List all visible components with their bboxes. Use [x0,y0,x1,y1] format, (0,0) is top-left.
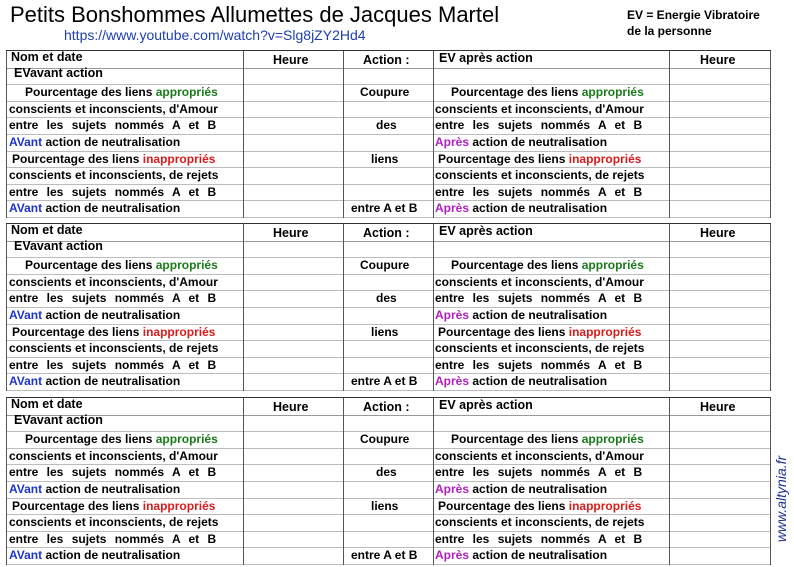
right-entre-sujets-1: entre les sujets nommés A et B [435,291,643,305]
column-divider [6,398,7,565]
right-conscients-amour: conscients et inconscients, d'Amour [435,275,644,289]
column-divider [343,224,344,391]
left-liens-appropries-part-1: Pourcentage des liens [25,85,153,99]
left-liens-inappropries-part-1: Pourcentage des liens [12,152,140,166]
left-liens-inappropries-part-2: inappropriés [142,152,216,166]
left-entre-sujets-1: entre les sujets nommés A et B [9,118,217,132]
action-label: Action : [363,53,410,67]
action-des: des [376,291,397,305]
right-conscients-rejets: conscients et inconscients, de rejets [435,341,645,355]
left-avant-neutralisation-2 [9,200,180,216]
right-liens-appropries-part-2: appropriés [581,432,644,446]
column-divider [343,398,344,565]
ev-avant-action-label: EVavant action [14,413,103,427]
ev-definition-line-2: de la personne [627,24,712,38]
column-divider [770,224,771,391]
right-liens-appropries-part-2: appropriés [581,258,644,272]
right-liens-inappropries [438,324,641,340]
action-coupure: Coupure [360,258,410,272]
left-avant-neutralisation-1-part-1: AVant [9,308,43,322]
right-entre-sujets-2: entre les sujets nommés A et B [435,358,643,372]
right-apres-neutralisation-2-part-2: action de neutralisation [472,201,608,215]
right-conscients-rejets: conscients et inconscients, de rejets [435,168,645,182]
ev-definition-note [627,7,760,39]
left-avant-neutralisation-2-part-2: action de neutralisation [45,374,181,388]
right-apres-neutralisation-1 [435,307,607,323]
watermark [765,440,794,558]
left-avant-neutralisation-2-part-1: AVant [9,201,43,215]
right-apres-neutralisation-2 [435,200,607,216]
column-divider [669,51,670,218]
right-entre-sujets-2: entre les sujets nommés A et B [435,532,643,546]
left-liens-inappropries-part-2: inappropriés [142,499,216,513]
column-divider [433,51,434,218]
left-entre-sujets-2: entre les sujets nommés A et B [9,532,217,546]
ev-avant-action-label: EVavant action [14,66,103,80]
left-avant-neutralisation-2 [9,373,180,389]
left-avant-neutralisation-1-part-2: action de neutralisation [45,482,181,496]
left-entre-sujets-1: entre les sujets nommés A et B [9,291,217,305]
left-avant-neutralisation-1-part-1: AVant [9,135,43,149]
action-entre-a-b: entre A et B [351,201,418,215]
action-liens: liens [371,152,399,166]
form-block-1 [6,50,771,218]
heure-label: Heure [273,53,309,67]
left-liens-inappropries [12,498,215,514]
form-block-3 [6,397,771,565]
column-divider [6,224,7,391]
ev-apres-action-label: EV après action [439,398,533,412]
right-liens-appropries-part-1: Pourcentage des liens [451,85,579,99]
right-apres-neutralisation-1 [435,481,607,497]
right-liens-appropries [451,84,644,100]
left-liens-appropries-part-2: appropriés [155,258,218,272]
right-apres-neutralisation-2-part-1: Après [435,201,470,215]
action-liens: liens [371,499,399,513]
action-des: des [376,465,397,479]
action-des: des [376,118,397,132]
right-liens-inappropries [438,151,641,167]
column-divider [433,224,434,391]
right-apres-neutralisation-1-part-2: action de neutralisation [472,482,608,496]
right-apres-neutralisation-2-part-1: Après [435,548,470,562]
right-apres-neutralisation-2 [435,373,607,389]
heure-label-right: Heure [700,400,736,414]
right-liens-appropries [451,257,644,273]
document-title: Petits Bonshommes Allumettes de Jacques Martel [10,2,500,27]
left-liens-inappropries-part-2: inappropriés [142,325,216,339]
right-apres-neutralisation-1-part-2: action de neutralisation [472,135,608,149]
right-liens-inappropries-part-1: Pourcentage des liens [438,499,566,513]
left-liens-appropries-part-2: appropriés [155,85,218,99]
form-row [6,415,771,433]
left-liens-appropries-part-1: Pourcentage des liens [25,432,153,446]
nom-date-label: Nom et date [11,50,83,64]
left-liens-appropries [25,257,218,273]
right-liens-inappropries-part-1: Pourcentage des liens [438,325,566,339]
right-liens-inappropries [438,498,641,514]
right-liens-appropries-part-1: Pourcentage des liens [451,258,579,272]
youtube-link[interactable]: https://www.youtube.com/watch?v=Slg8jZY2Hd4 [64,27,366,43]
right-entre-sujets-1: entre les sujets nommés A et B [435,118,643,132]
column-divider [243,51,244,218]
action-entre-a-b: entre A et B [351,548,418,562]
left-avant-neutralisation-2-part-2: action de neutralisation [45,201,181,215]
form-block-2 [6,223,771,391]
right-apres-neutralisation-1-part-1: Après [435,482,470,496]
left-liens-inappropries [12,324,215,340]
right-liens-appropries-part-2: appropriés [581,85,644,99]
column-divider [770,51,771,218]
right-apres-neutralisation-2-part-1: Après [435,374,470,388]
column-divider [669,224,670,391]
left-avant-neutralisation-2-part-2: action de neutralisation [45,548,181,562]
right-apres-neutralisation-1-part-2: action de neutralisation [472,308,608,322]
right-conscients-amour: conscients et inconscients, d'Amour [435,449,644,463]
left-avant-neutralisation-2-part-1: AVant [9,548,43,562]
action-coupure: Coupure [360,85,410,99]
left-conscients-rejets: conscients et inconscients, de rejets [9,168,219,182]
right-conscients-amour: conscients et inconscients, d'Amour [435,102,644,116]
right-liens-appropries-part-1: Pourcentage des liens [451,432,579,446]
heure-label-right: Heure [700,53,736,67]
action-label: Action : [363,226,410,240]
left-liens-appropries [25,431,218,447]
left-avant-neutralisation-1 [9,307,180,323]
left-avant-neutralisation-1-part-2: action de neutralisation [45,308,181,322]
right-liens-appropries [451,431,644,447]
left-conscients-amour: conscients et inconscients, d'Amour [9,275,218,289]
right-liens-inappropries-part-1: Pourcentage des liens [438,152,566,166]
watermark-text: www.altynia.fr [773,455,790,543]
left-liens-appropries-part-2: appropriés [155,432,218,446]
right-apres-neutralisation-2-part-2: action de neutralisation [472,548,608,562]
left-avant-neutralisation-2 [9,547,180,563]
left-conscients-amour: conscients et inconscients, d'Amour [9,102,218,116]
right-liens-inappropries-part-2: inappropriés [568,325,642,339]
left-avant-neutralisation-1 [9,481,180,497]
action-entre-a-b: entre A et B [351,374,418,388]
left-conscients-rejets: conscients et inconscients, de rejets [9,515,219,529]
right-conscients-rejets: conscients et inconscients, de rejets [435,515,645,529]
form-row [6,241,771,259]
form-row [6,68,771,86]
right-entre-sujets-2: entre les sujets nommés A et B [435,185,643,199]
column-divider [243,398,244,565]
heure-label: Heure [273,400,309,414]
left-avant-neutralisation-1 [9,134,180,150]
ev-apres-action-label: EV après action [439,51,533,65]
ev-apres-action-label: EV après action [439,224,533,238]
action-label: Action : [363,400,410,414]
left-liens-appropries-part-1: Pourcentage des liens [25,258,153,272]
right-entre-sujets-1: entre les sujets nommés A et B [435,465,643,479]
right-liens-inappropries-part-2: inappropriés [568,152,642,166]
nom-date-label: Nom et date [11,223,83,237]
left-avant-neutralisation-1-part-1: AVant [9,482,43,496]
left-entre-sujets-1: entre les sujets nommés A et B [9,465,217,479]
right-apres-neutralisation-2 [435,547,607,563]
column-divider [343,51,344,218]
left-liens-inappropries [12,151,215,167]
column-divider [433,398,434,565]
left-entre-sujets-2: entre les sujets nommés A et B [9,358,217,372]
column-divider [6,51,7,218]
nom-date-label: Nom et date [11,397,83,411]
right-apres-neutralisation-1-part-1: Après [435,308,470,322]
right-apres-neutralisation-1-part-1: Après [435,135,470,149]
ev-definition-line-1: EV = Energie Vibratoire [627,8,760,22]
left-conscients-rejets: conscients et inconscients, de rejets [9,341,219,355]
heure-label: Heure [273,226,309,240]
heure-label-right: Heure [700,226,736,240]
ev-avant-action-label: EVavant action [14,239,103,253]
left-liens-appropries [25,84,218,100]
action-liens: liens [371,325,399,339]
left-avant-neutralisation-2-part-1: AVant [9,374,43,388]
left-liens-inappropries-part-1: Pourcentage des liens [12,325,140,339]
right-liens-inappropries-part-2: inappropriés [568,499,642,513]
left-entre-sujets-2: entre les sujets nommés A et B [9,185,217,199]
left-avant-neutralisation-1-part-2: action de neutralisation [45,135,181,149]
action-coupure: Coupure [360,432,410,446]
left-liens-inappropries-part-1: Pourcentage des liens [12,499,140,513]
column-divider [243,224,244,391]
right-apres-neutralisation-1 [435,134,607,150]
column-divider [669,398,670,565]
left-conscients-amour: conscients et inconscients, d'Amour [9,449,218,463]
right-apres-neutralisation-2-part-2: action de neutralisation [472,374,608,388]
